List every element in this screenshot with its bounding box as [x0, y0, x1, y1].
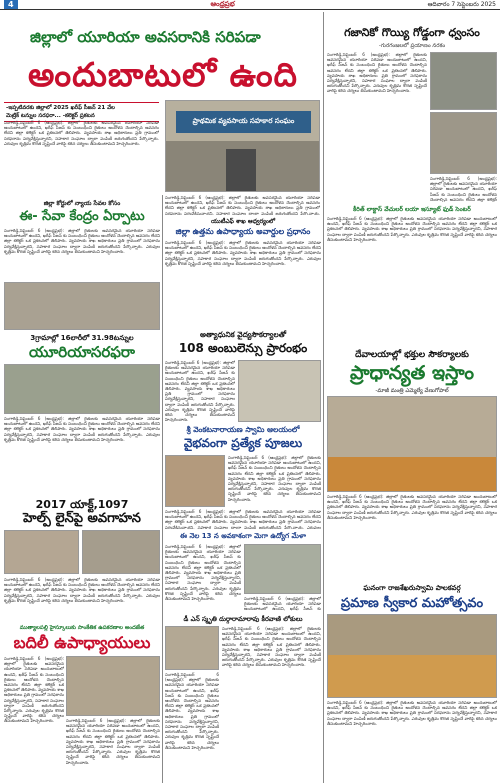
helpline-photo-2 — [82, 530, 160, 574]
center-body: సంగారెడ్డి,సెప్టెంబర్ 6 (ఆంధ్రప్రభ): జిల్లాలో రైతులకు అవసరమైన యూరియా సరిపడా అందుబాటులో ఉందని, ఖరీఫ్ సీజన్ కు సంబంధించి రైతులు ఆందోళన చెందాల్సిన అవసరం లేదని జిల్లా కలెక్టర్ ఒక ప్రకటనలో తెలిపారు. వ్యవసాయ శాఖ అధికారులు ప్రతి గ్రామంలో సరఫరాను పర్యవేక్షిస్తున్నారని, సహకార సంఘాల ద్వారా పంపిణీ జరుగుతోందని పేర్కొన్నారు. ఎరువుల కృత్రిమ కొరత సృష్టించే వారిపై కఠిన చర్యలు తీసుకుంటామని హెచ్చరించారు. — [327, 216, 497, 242]
lead-subhead-2: మెట్రిక్ టన్నుల సరఫరా... -కలెక్టర్ ప్రకటన — [6, 113, 95, 119]
raju-body-2: సంగారెడ్డి,సెప్టెంబర్ 6 (ఆంధ్రప్రభ): జిల్లాలో రైతులకు అవసరమైన యూరియా సరిపడా అందుబాటులో ఉందని, ఖరీఫ్ సీజన్ కు సంబంధించి రైతులు ఆందోళన చెందాల్సిన అవసరం లేదని జిల్లా కలెక్టర్ ఒక ప్రకటనలో తెలిపారు. వ్యవసాయ శాఖ అధికారులు ప్రతి గ్రామంలో సరఫరాను పర్యవేక్షిస్తున్నారని, సహకార సంఘాల ద్వారా పంపిణీ జరుగుతోందని పేర్కొన్నారు. ఎరువుల కృత్రిమ కొరత సృష్టించే వారిపై కఠిన చర్యలు తీసుకుంటామని హెచ్చరించారు. — [165, 672, 219, 750]
wings-body: సంగారెడ్డి,సెప్టెంబర్ 6 (ఆంధ్రప్రభ): జిల్లాలో రైతులకు అవసరమైన యూరియా సరిపడా అందుబాటులో ఉందని, ఖరీఫ్ సీజన్ కు సంబంధించి రైతులు ఆందోళన చెందాల్సిన అవసరం లేదని జిల్లా కలెక్టర్ ఒక ప్రకటనలో తెలిపారు. వ్యవసాయ శాఖ అధికారులు ప్రతి గ్రామంలో సరఫరాను పర్యవేక్షిస్తున్నారని, సహకార సంఘాల ద్వారా పంపిణీ జరుగుతోందని పేర్కొన్నారు. ఎరువుల కృత్రిమ కొరత సృష్టించే వారిపై కఠిన చర్యలు తీసుకుంటామని హెచ్చరించారు. — [327, 52, 427, 94]
temple-body: సంగారెడ్డి,సెప్టెంబర్ 6 (ఆంధ్రప్రభ): జిల్లాలో రైతులకు అవసరమైన యూరియా సరిపడా అందుబాటులో ఉందని, ఖరీఫ్ సీజన్ కు సంబంధించి రైతులు ఆందోళన చెందాల్సిన అవసరం లేదని జిల్లా కలెక్టర్ ఒక ప్రకటనలో తెలిపారు. వ్యవసాయ శాఖ అధికారులు ప్రతి గ్రామంలో సరఫరాను పర్యవేక్షిస్తున్నారని, సహకార సంఘాల ద్వారా పంపిణీ జరుగుతోందని పేర్కొన్నారు. ఎరువుల కృత్రిమ కొరత సృష్టించే వారిపై కఠిన చర్యలు తీసుకుంటామని హెచ్చరించారు. — [228, 455, 321, 502]
esev-photo — [4, 282, 160, 330]
ambulance-photo — [238, 360, 321, 422]
teachers-headline: బదిలీ ఉపాధ్యాయులు — [13, 633, 151, 652]
award-kicker: యుటీఎఫ్ శాఖ ఆధ్వర్యంలో — [210, 218, 276, 225]
temple-kicker: శ్రీ వెంకటనారాయణ స్వామి ఆలయంలో — [186, 425, 300, 434]
helpline-photo-1 — [4, 530, 79, 574]
building-caption: సంగారెడ్డి,సెప్టెంబర్ 6 (ఆంధ్రప్రభ): జిల్లాలో రైతులకు అవసరమైన యూరియా సరిపడా అందుబాటులో ఉందని, ఖరీఫ్ సీజన్ కు సంబంధించి రైతులు ఆందోళన చెందాల్సిన అవసరం లేదని జిల్లా కలెక్టర్ ఒక ప్రకటనలో తెలిపారు. వ్యవసాయ శాఖ అధికారులు ప్రతి గ్రామంలో సరఫరాను పర్యవేక్షిస్తున్నారని, సహకార సంఘాల ద్వారా పంపిణీ జరుగుతోందని పేర్కొన్నారు. — [165, 195, 320, 215]
oath-kicker: ఘనంగా రాజశేఖరుస్వామి పాలకవర్గ — [363, 584, 461, 592]
ambulance-kicker: అత్యాధునిక వైద్యసౌకర్యాలతో — [199, 330, 287, 339]
page-header — [0, 0, 500, 10]
mela-headline: ఈ నెల 13 న అవకాశంగా మెగా ఉద్యోగ మేళా — [180, 532, 306, 540]
wings-photo-1 — [430, 52, 497, 110]
wings-kicker: -గురగంజలలో ప్రయాణం నరకం — [378, 43, 446, 49]
urea-photo — [4, 364, 160, 414]
ambulance-body: సంగారెడ్డి,సెప్టెంబర్ 6 (ఆంధ్రప్రభ): జిల్లాలో రైతులకు అవసరమైన యూరియా సరిపడా అందుబాటులో ఉందని, ఖరీఫ్ సీజన్ కు సంబంధించి రైతులు ఆందోళన చెందాల్సిన అవసరం లేదని జిల్లా కలెక్టర్ ఒక ప్రకటనలో తెలిపారు. వ్యవసాయ శాఖ అధికారులు ప్రతి గ్రామంలో సరఫరాను పర్యవేక్షిస్తున్నారని, సహకార సంఘాల ద్వారా పంపిణీ జరుగుతోందని పేర్కొన్నారు. ఎరువుల కృత్రిమ కొరత సృష్టించే వారిపై కఠిన చర్యలు తీసుకుంటామని హెచ్చరించారు. — [165, 360, 235, 422]
mela-caption: సంగారెడ్డి,సెప్టెంబర్ 6 (ఆంధ్రప్రభ): జిల్లాలో రైతులకు అవసరమైన యూరియా సరిపడా అందుబాటులో ఉందని, ఖరీఫ్ సీజన్ కు — [244, 596, 321, 612]
teachers-body-2: సంగారెడ్డి,సెప్టెంబర్ 6 (ఆంధ్రప్రభ): జిల్లాలో రైతులకు అవసరమైన యూరియా సరిపడా అందుబాటులో ఉందని, ఖరీఫ్ సీజన్ కు సంబంధించి రైతులు ఆందోళన చెందాల్సిన అవసరం లేదని జిల్లా కలెక్టర్ ఒక ప్రకటనలో తెలిపారు. వ్యవసాయ శాఖ అధికారులు ప్రతి గ్రామంలో సరఫరాను పర్యవేక్షిస్తున్నారని, సహకార సంఘాల ద్వారా పంపిణీ జరుగుతోందని పేర్కొన్నారు. ఎరువుల కృత్రిమ కొరత సృష్టించే వారిపై కఠిన చర్యలు తీసుకుంటామని హెచ్చరించారు. — [66, 718, 160, 765]
wings-caption: సంగారెడ్డి,సెప్టెంబర్ 6 (ఆంధ్రప్రభ): జిల్లాలో రైతులకు అవసరమైన యూరియా సరిపడా అందుబాటులో ఉందని, ఖరీఫ్ సీజన్ కు సంబంధించి రైతులు ఆందోళన చెందాల్సిన అవసరం లేదని జిల్లా కలెక్టర్ — [430, 176, 497, 202]
lead-subhead-box — [4, 102, 159, 122]
lead-body-text: సంగారెడ్డి,సెప్టెంబర్ 6 (ఆంధ్రప్రభ): జిల్లాలో రైతులకు అవసరమైన యూరియా సరిపడా అందుబాటులో ఉందని, ఖరీఫ్ సీజన్ కు సంబంధించి రైతులు ఆందోళన చెందాల్సిన అవసరం లేదని జిల్లా కలెక్టర్ ఒక ప్రకటనలో తెలిపారు. వ్యవసాయ శాఖ అధికారులు ప్రతి గ్రామంలో సరఫరాను పర్యవేక్షిస్తున్నారని, సహకార సంఘాల ద్వారా పంపిణీ జరుగుతోందని పేర్కొన్నారు. ఎరువుల కృత్రిమ కొరత సృష్టించే వారిపై కఠిన చర్యలు తీసుకుంటామని హెచ్చరించారు. — [4, 120, 159, 146]
building-photo — [165, 100, 320, 192]
column-divider — [162, 195, 163, 783]
urea-kicker: 3గ్రామాల్లో 16లారీలో 31.98టన్నుల — [30, 334, 134, 342]
urea-headline: యూరియాసరఫరా — [29, 343, 135, 361]
temple-headline: వైభవంగా ప్రత్యేక పూజలు — [183, 436, 303, 450]
priority-byline: -మాజీ మంత్రి ఎమ్మెల్యే వేణుగోపాల్ — [375, 388, 449, 394]
mela-body: సంగారెడ్డి,సెప్టెంబర్ 6 (ఆంధ్రప్రభ): జిల్లాలో రైతులకు అవసరమైన యూరియా సరిపడా అందుబాటులో ఉందని, ఖరీఫ్ సీజన్ కు సంబంధించి రైతులు ఆందోళన చెందాల్సిన అవసరం లేదని జిల్లా కలెక్టర్ ఒక ప్రకటనలో తెలిపారు. వ్యవసాయ శాఖ అధికారులు ప్రతి గ్రామంలో సరఫరాను పర్యవేక్షిస్తున్నారని, సహకార సంఘాల ద్వారా పంపిణీ జరుగుతోందని పేర్కొన్నారు. ఎరువుల కృత్రిమ కొరత సృష్టించే వారిపై కఠిన చర్యలు తీసుకుంటామని హెచ్చరించారు. — [165, 544, 241, 602]
teachers-body: సంగారెడ్డి,సెప్టెంబర్ 6 (ఆంధ్రప్రభ): జిల్లాలో రైతులకు అవసరమైన యూరియా సరిపడా అందుబాటులో ఉందని, ఖరీఫ్ సీజన్ కు సంబంధించి రైతులు ఆందోళన చెందాల్సిన అవసరం లేదని జిల్లా కలెక్టర్ ఒక ప్రకటనలో తెలిపారు. వ్యవసాయ శాఖ అధికారులు ప్రతి గ్రామంలో సరఫరాను పర్యవేక్షిస్తున్నారని, సహకార సంఘాల ద్వారా పంపిణీ జరుగుతోందని పేర్కొన్నారు. ఎరువుల కృత్రిమ కొరత సృష్టించే వారిపై కఠిన చర్యలు తీసుకుంటామని హెచ్చరించారు. — [4, 656, 64, 724]
helpline-line2: హెల్ప్ లైన్‌పై అవగాహన — [23, 511, 141, 526]
urea-body: సంగారెడ్డి,సెప్టెంబర్ 6 (ఆంధ్రప్రభ): జిల్లాలో రైతులకు అవసరమైన యూరియా సరిపడా అందుబాటులో ఉందని, ఖరీఫ్ సీజన్ కు సంబంధించి రైతులు ఆందోళన చెందాల్సిన అవసరం లేదని జిల్లా కలెక్టర్ ఒక ప్రకటనలో తెలిపారు. వ్యవసాయ శాఖ అధికారులు ప్రతి గ్రామంలో సరఫరాను పర్యవేక్షిస్తున్నారని, సహకార సంఘాల ద్వారా పంపిణీ జరుగుతోందని పేర్కొన్నారు. ఎరువుల కృత్రిమ కొరత సృష్టించే వారిపై కఠిన చర్యలు తీసుకుంటామని హెచ్చరించారు. — [4, 416, 160, 442]
oath-body: సంగారెడ్డి,సెప్టెంబర్ 6 (ఆంధ్రప్రభ): జిల్లాలో రైతులకు అవసరమైన యూరియా సరిపడా అందుబాటులో ఉందని, ఖరీఫ్ సీజన్ కు సంబంధించి రైతులు ఆందోళన చెందాల్సిన అవసరం లేదని జిల్లా కలెక్టర్ ఒక ప్రకటనలో తెలిపారు. వ్యవసాయ శాఖ అధికారులు ప్రతి గ్రామంలో సరఫరాను పర్యవేక్షిస్తున్నారని, సహకార సంఘాల ద్వారా పంపిణీ జరుగుతోందని పేర్కొన్నారు. ఎరువుల కృత్రిమ కొరత సృష్టించే వారిపై కఠిన చర్యలు తీసుకుంటామని హెచ్చరించారు. — [327, 700, 497, 726]
building-signboard: ప్రాథమిక వ్యవసాయ సహకార సంఘం — [176, 111, 311, 133]
raju-photo — [165, 626, 219, 670]
teachers-kicker: ముత్యాలపల్లి హైస్కూలుకు సాంకేతిక ఉపకరణాల అందజేత — [19, 625, 145, 631]
raju-headline: డీ ఎన్ స్మృతి దుర్గారామారావు కీరవాణి లోకులు — [183, 615, 303, 623]
award-headline: జిల్లా ఉత్తమ ఉపాధ్యాయ అవార్డుల ప్రధానం — [175, 227, 311, 236]
date-line: ఆదివారం 7 సెప్టెంబరు 2025 — [427, 0, 496, 8]
center-headline: కీరిత్ లాక్టాస్ వేచులర్ లయా ఇస్యూట్ ఫుడ్ సెంటర్ — [353, 206, 471, 213]
page-number: 4 — [4, 0, 18, 9]
temple-photo — [165, 455, 225, 507]
masthead: ఆంధ్రప్రభ — [210, 0, 235, 8]
award-body: సంగారెడ్డి,సెప్టెంబర్ 6 (ఆంధ్రప్రభ): జిల్లాలో రైతులకు అవసరమైన యూరియా సరిపడా అందుబాటులో ఉందని, ఖరీఫ్ సీజన్ కు సంబంధించి రైతులు ఆందోళన చెందాల్సిన అవసరం లేదని జిల్లా కలెక్టర్ ఒక ప్రకటనలో తెలిపారు. వ్యవసాయ శాఖ అధికారులు ప్రతి గ్రామంలో సరఫరాను పర్యవేక్షిస్తున్నారని, సహకార సంఘాల ద్వారా పంపిణీ జరుగుతోందని పేర్కొన్నారు. ఎరువుల కృత్రిమ కొరత సృష్టించే వారిపై కఠిన చర్యలు తీసుకుంటామని హెచ్చరించారు. — [165, 240, 321, 266]
esev-headline: ఈ- సేవా కేంద్రం ఏర్పాటు — [19, 209, 145, 224]
helpline-body: సంగారెడ్డి,సెప్టెంబర్ 6 (ఆంధ్రప్రభ): జిల్లాలో రైతులకు అవసరమైన యూరియా సరిపడా అందుబాటులో ఉందని, ఖరీఫ్ సీజన్ కు సంబంధించి రైతులు ఆందోళన చెందాల్సిన అవసరం లేదని జిల్లా కలెక్టర్ ఒక ప్రకటనలో తెలిపారు. వ్యవసాయ శాఖ అధికారులు ప్రతి గ్రామంలో సరఫరాను పర్యవేక్షిస్తున్నారని, సహకార సంఘాల ద్వారా పంపిణీ జరుగుతోందని పేర్కొన్నారు. ఎరువుల కృత్రిమ కొరత సృష్టించే వారిపై కఠిన చర్యలు తీసుకుంటామని హెచ్చరించారు. — [4, 577, 160, 603]
mela-photo — [244, 544, 321, 594]
esev-kicker: జిల్లా కోర్టులో న్యాయ సేవల కోసం — [43, 200, 121, 207]
temple-body-2: సంగారెడ్డి,సెప్టెంబర్ 6 (ఆంధ్రప్రభ): జిల్లాలో రైతులకు అవసరమైన యూరియా సరిపడా అందుబాటులో ఉందని, ఖరీఫ్ సీజన్ కు సంబంధించి రైతులు ఆందోళన చెందాల్సిన అవసరం లేదని జిల్లా కలెక్టర్ ఒక ప్రకటనలో తెలిపారు. వ్యవసాయ శాఖ అధికారులు ప్రతి గ్రామంలో సరఫరాను పర్యవేక్షిస్తున్నారని, సహకార సంఘాల ద్వారా పంపిణీ జరుగుతోందని పేర్కొన్నారు. ఎరువుల — [165, 509, 321, 529]
wings-headline: గజానికో గొయ్యి గోడ్డంగా ధ్వంసం — [344, 26, 480, 39]
helpline-line1: 2017 యాక్ట్,1097 — [35, 498, 129, 511]
ambulance-headline: 108 అంబులెన్సు ప్రారంభం — [178, 341, 308, 355]
priority-body: సంగారెడ్డి,సెప్టెంబర్ 6 (ఆంధ్రప్రభ): జిల్లాలో రైతులకు అవసరమైన యూరియా సరిపడా అందుబాటులో ఉందని, ఖరీఫ్ సీజన్ కు సంబంధించి రైతులు ఆందోళన చెందాల్సిన అవసరం లేదని జిల్లా కలెక్టర్ ఒక ప్రకటనలో తెలిపారు. వ్యవసాయ శాఖ అధికారులు ప్రతి గ్రామంలో సరఫరాను పర్యవేక్షిస్తున్నారని, సహకార సంఘాల ద్వారా పంపిణీ జరుగుతోందని పేర్కొన్నారు. ఎరువుల కృత్రిమ కొరత సృష్టించే వారిపై కఠిన చర్యలు తీసుకుంటామని హెచ్చరించారు. — [327, 494, 497, 520]
priority-photo — [327, 396, 497, 492]
teachers-photo — [66, 656, 160, 716]
lead-kicker: జిల్లాలో యూరియా అవసరానికి సరిపడా — [30, 28, 261, 46]
priority-kicker: దేవాలయాల్లో భక్తుల సౌకర్యాలకు — [355, 350, 469, 360]
column-divider — [323, 12, 324, 783]
lead-headline: అందుబాటులో ఉంది — [28, 55, 298, 94]
oath-headline: ప్రమాణ స్వీకార మహోత్సవం — [340, 596, 484, 611]
priority-headline: ప్రాధాన్యత ఇస్తాం — [349, 362, 475, 384]
wings-photo-2 — [430, 112, 497, 174]
esev-body: సంగారెడ్డి,సెప్టెంబర్ 6 (ఆంధ్రప్రభ): జిల్లాలో రైతులకు అవసరమైన యూరియా సరిపడా అందుబాటులో ఉందని, ఖరీఫ్ సీజన్ కు సంబంధించి రైతులు ఆందోళన చెందాల్సిన అవసరం లేదని జిల్లా కలెక్టర్ ఒక ప్రకటనలో తెలిపారు. వ్యవసాయ శాఖ అధికారులు ప్రతి గ్రామంలో సరఫరాను పర్యవేక్షిస్తున్నారని, సహకార సంఘాల ద్వారా పంపిణీ జరుగుతోందని పేర్కొన్నారు. ఎరువుల కృత్రిమ కొరత సృష్టించే వారిపై కఠిన చర్యలు తీసుకుంటామని హెచ్చరించారు. — [4, 228, 160, 254]
raju-body: సంగారెడ్డి,సెప్టెంబర్ 6 (ఆంధ్రప్రభ): జిల్లాలో రైతులకు అవసరమైన యూరియా సరిపడా అందుబాటులో ఉందని, ఖరీఫ్ సీజన్ కు సంబంధించి రైతులు ఆందోళన చెందాల్సిన అవసరం లేదని జిల్లా కలెక్టర్ ఒక ప్రకటనలో తెలిపారు. వ్యవసాయ శాఖ అధికారులు ప్రతి గ్రామంలో సరఫరాను పర్యవేక్షిస్తున్నారని, సహకార సంఘాల ద్వారా పంపిణీ జరుగుతోందని పేర్కొన్నారు. ఎరువుల కృత్రిమ కొరత సృష్టించే వారిపై కఠిన చర్యలు తీసుకుంటామని హెచ్చరించారు. — [222, 626, 321, 668]
oath-photo — [327, 614, 497, 698]
lead-subhead-1: -ఇప్పటివరకు జిల్లాలో 2025 ఖరీఫ్ సీజన్ 21 వేల — [6, 105, 115, 111]
